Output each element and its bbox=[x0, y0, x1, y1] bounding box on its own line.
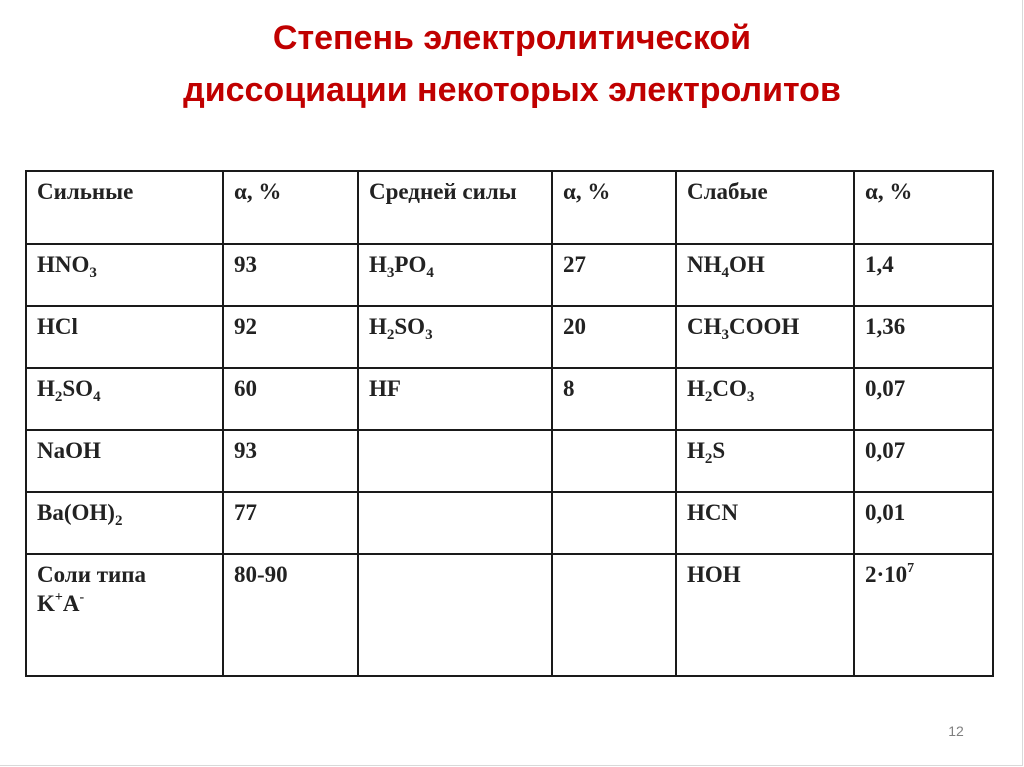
dissociation-table bbox=[25, 170, 994, 677]
weak-alpha-cell: 0,01 bbox=[854, 492, 993, 554]
strong-electrolyte-cell: $Ba(OH)_2$ bbox=[26, 492, 223, 554]
medium-electrolyte-cell bbox=[358, 554, 552, 676]
medium-alpha-cell bbox=[552, 492, 676, 554]
slide-title bbox=[0, 12, 1024, 116]
medium-electrolyte-cell bbox=[358, 430, 552, 492]
medium-alpha-cell bbox=[552, 430, 676, 492]
table-row bbox=[26, 244, 993, 306]
medium-electrolyte-cell: $H_3PO_4$ bbox=[358, 244, 552, 306]
table-header-row bbox=[26, 171, 993, 244]
strong-electrolyte-cell: NaOH bbox=[26, 430, 223, 492]
medium-alpha-cell: 8 bbox=[552, 368, 676, 430]
table-row bbox=[26, 306, 993, 368]
strong-alpha-cell: 77 bbox=[223, 492, 358, 554]
page-number: 12 bbox=[948, 723, 964, 739]
strong-alpha-cell: 93 bbox=[223, 430, 358, 492]
medium-alpha-cell: 20 bbox=[552, 306, 676, 368]
weak-alpha-cell: 0,07 bbox=[854, 430, 993, 492]
weak-electrolyte-cell: $NH_4OH$ bbox=[676, 244, 854, 306]
table-row bbox=[26, 368, 993, 430]
weak-alpha-cell: 1,4 bbox=[854, 244, 993, 306]
strong-electrolyte-cell: Соли типа K+A- bbox=[26, 554, 223, 676]
strong-electrolyte-cell: HCl bbox=[26, 306, 223, 368]
weak-alpha-cell: 1,36 bbox=[854, 306, 993, 368]
header-medium-alpha: α, % bbox=[552, 171, 676, 244]
weak-electrolyte-cell: HCN bbox=[676, 492, 854, 554]
medium-alpha-cell: 27 bbox=[552, 244, 676, 306]
table-row bbox=[26, 554, 993, 676]
strong-alpha-cell: 93 bbox=[223, 244, 358, 306]
medium-electrolyte-cell bbox=[358, 492, 552, 554]
weak-alpha-cell: 0,07 bbox=[854, 368, 993, 430]
header-weak-alpha: α, % bbox=[854, 171, 993, 244]
title-line-2: диссоциации некоторых электролитов bbox=[183, 71, 841, 109]
strong-alpha-cell: 92 bbox=[223, 306, 358, 368]
strong-alpha-cell: 60 bbox=[223, 368, 358, 430]
header-weak: Слабые bbox=[676, 171, 854, 244]
weak-electrolyte-cell: $CH_3COOH$ bbox=[676, 306, 854, 368]
table-row bbox=[26, 492, 993, 554]
weak-electrolyte-cell: $H_2S$ bbox=[676, 430, 854, 492]
header-medium: Средней силы bbox=[358, 171, 552, 244]
strong-electrolyte-cell: $HNO_3$ bbox=[26, 244, 223, 306]
medium-alpha-cell bbox=[552, 554, 676, 676]
header-strong: Сильные bbox=[26, 171, 223, 244]
weak-electrolyte-cell: HOH bbox=[676, 554, 854, 676]
weak-alpha-cell: $2\cdot 10^7$ bbox=[854, 554, 993, 676]
title-line-1: Степень электролитической bbox=[272, 19, 752, 57]
medium-electrolyte-cell: HF bbox=[358, 368, 552, 430]
header-strong-alpha: α, % bbox=[223, 171, 358, 244]
medium-electrolyte-cell: $H_2SO_3$ bbox=[358, 306, 552, 368]
weak-electrolyte-cell: $H_2CO_3$ bbox=[676, 368, 854, 430]
strong-electrolyte-cell: $H_2SO_4$ bbox=[26, 368, 223, 430]
table-row bbox=[26, 430, 993, 492]
strong-alpha-cell: 80-90 bbox=[223, 554, 358, 676]
